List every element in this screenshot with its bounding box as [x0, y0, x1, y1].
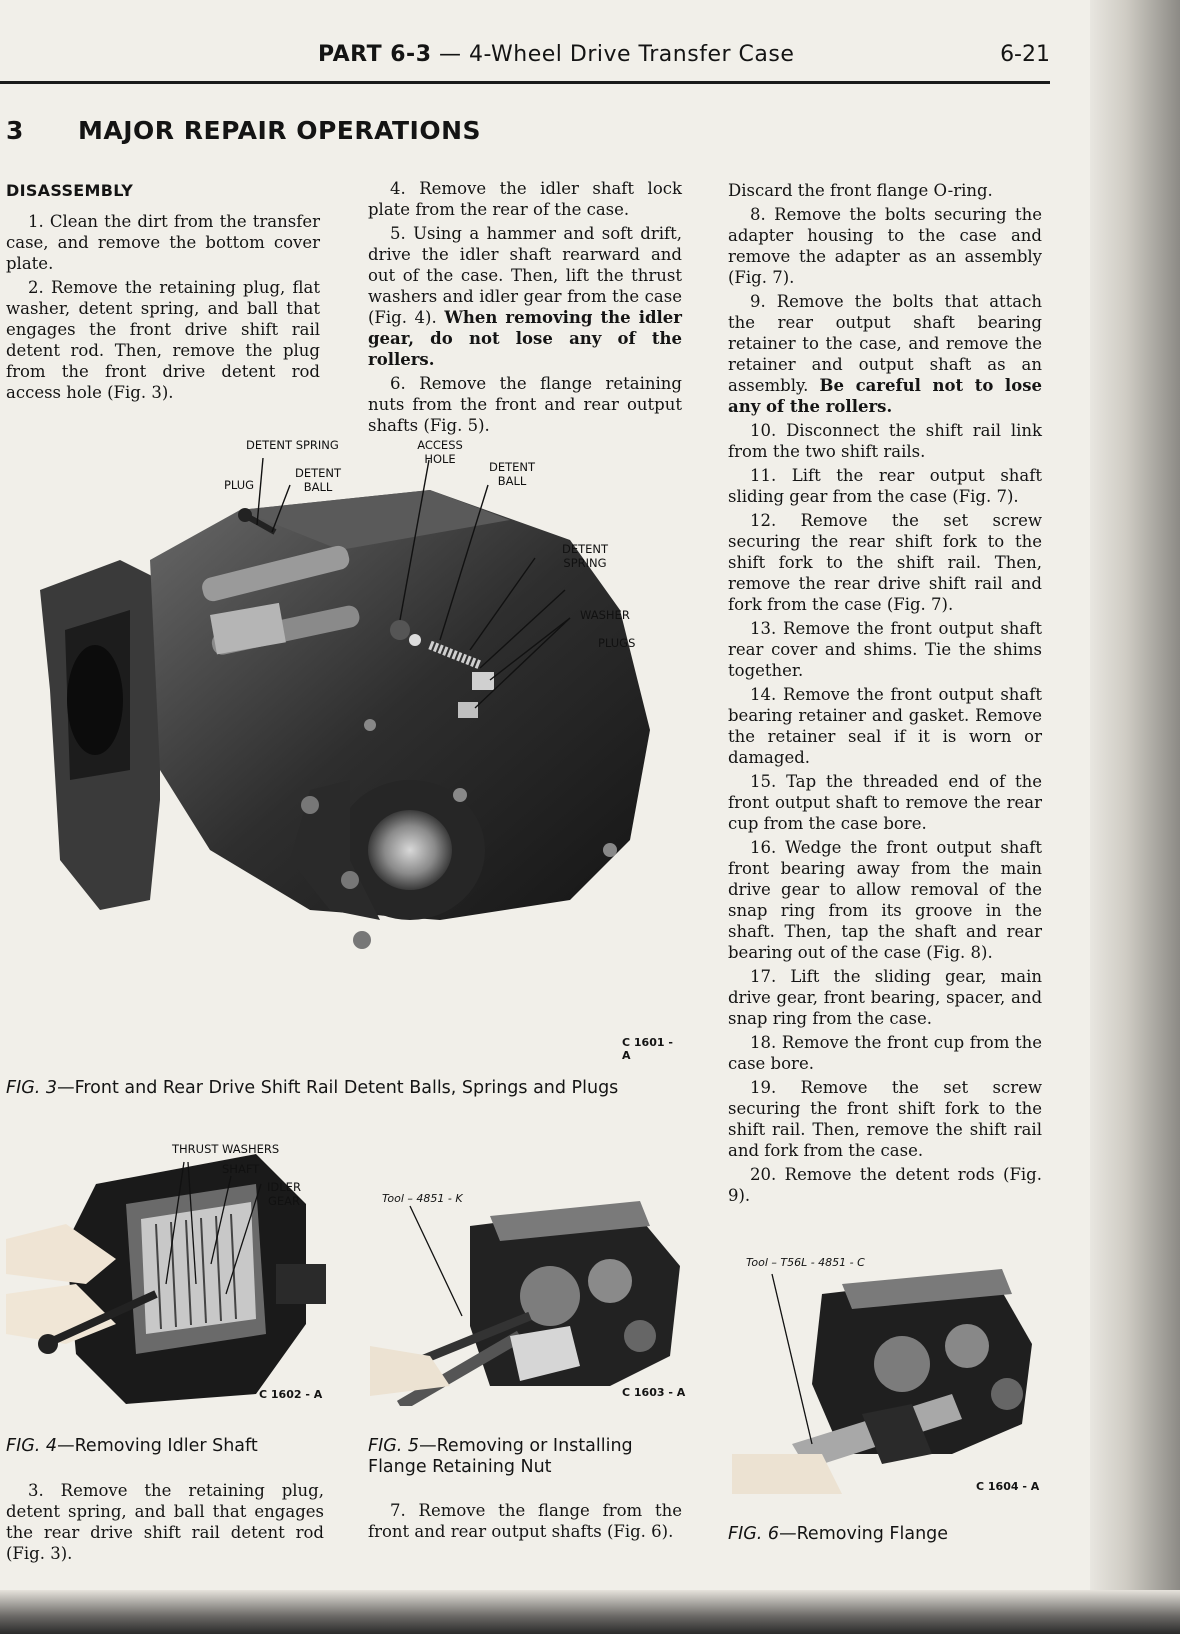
label-idler-gear: IDLER GEAR — [267, 1180, 301, 1208]
step-7-continued: Discard the front flange O-ring. — [728, 181, 993, 200]
column-1 — [6, 180, 320, 406]
fig6-caption-prefix: FIG. 6 — [728, 1524, 780, 1544]
step-9 — [728, 291, 1042, 417]
step-5-warning: When removing the idler gear, do not lose any of the rollers. — [368, 308, 682, 369]
fig3-transfer-case-drawing — [10, 440, 680, 1040]
fig5-code: C 1603 - A — [622, 1386, 686, 1399]
section-number: 3 — [6, 116, 24, 145]
fig4-caption-prefix: FIG. 4 — [6, 1436, 58, 1456]
label-detent-spring-right: DETENT SPRING — [561, 542, 609, 570]
step-5-text: 5. Using a hammer and soft drift, drive the idler shaft rearward and out of the case. Then, lift the thrust washers and idler gear from the case (Fig. 4). — [368, 224, 682, 327]
fig4-code: C 1602 - A — [259, 1388, 323, 1401]
label-plug: PLUG — [224, 478, 255, 492]
fig6-code: C 1604 - A — [976, 1480, 1040, 1493]
label-access-hole: ACCESS HOLE — [417, 438, 463, 466]
step-17: 17. Lift the sliding gear, main drive gear, front bearing, spacer, and snap ring from the case. — [728, 967, 1042, 1028]
step-4: 4. Remove the idler shaft lock plate from the rear of the case. — [368, 179, 682, 219]
step-1: 1. Clean the dirt from the transfer case, and remove the bottom cover plate. — [6, 212, 320, 273]
fig3-caption — [6, 1078, 686, 1099]
fig5-caption-prefix: FIG. 5 — [368, 1436, 420, 1456]
label-plugs: PLUGS — [598, 636, 636, 650]
fig5-illustration — [370, 1186, 690, 1406]
fig5-flange-nut-drawing — [370, 1186, 690, 1406]
step-14: 14. Remove the front output shaft bearing retainer and gasket. Remove the retainer seal if it is worn or damaged. — [728, 685, 1042, 767]
page-number: 6-21 — [1000, 42, 1050, 67]
step-8: 8. Remove the bolts securing the adapter housing to the case and remove the adapter as an assembly (Fig. 7). — [728, 205, 1042, 287]
fig6-illustration — [732, 1254, 1052, 1494]
fig4-caption — [6, 1436, 326, 1457]
header-part: PART 6-3 — [318, 42, 432, 67]
step-7: 7. Remove the flange from the front and rear output shafts (Fig. 6). — [368, 1501, 682, 1541]
label-washer: WASHER — [580, 608, 630, 622]
fig6-caption-text: —Removing Flange — [779, 1524, 949, 1544]
step-13: 13. Remove the front output shaft rear cover and shims. Tie the shims together. — [728, 619, 1042, 680]
step-10: 10. Disconnect the shift rail link from the two shift rails. — [728, 421, 1042, 461]
fig5-tool-label: Tool – 4851 - K — [382, 1192, 463, 1205]
label-detent-ball-right: DETENT BALL — [488, 460, 536, 488]
step-3: 3. Remove the retaining plug, detent spring, and ball that engages the rear drive shift rail detent rod (Fig. 3). — [6, 1481, 324, 1563]
step-16: 16. Wedge the front output shaft front bearing away from the main drive gear to allow removal of the snap ring from its groove in the shaft. Then, tap the shaft and rear bearing out of the case (Fig. 8). — [728, 838, 1042, 962]
fig4-caption-text: —Removing Idler Shaft — [57, 1436, 258, 1456]
fig3-illustration — [10, 438, 680, 1062]
label-detent-ball-left: DETENT BALL — [294, 466, 342, 494]
fig6-tool-label: Tool – T56L - 4851 - C — [746, 1256, 865, 1269]
step-15: 15. Tap the threaded end of the front output shaft to remove the rear cup from the case bore. — [728, 772, 1042, 833]
section-title-text: MAJOR REPAIR OPERATIONS — [78, 116, 482, 145]
fig6-caption — [728, 1524, 1048, 1545]
fig4-illustration — [6, 1144, 326, 1404]
binding-shadow — [1090, 0, 1180, 1634]
step-20: 20. Remove the detent rods (Fig. 9). — [728, 1165, 1042, 1205]
fig6-flange-removal-drawing — [732, 1254, 1052, 1494]
fig3-code: C 1601 - A — [622, 1036, 673, 1062]
step-2: 2. Remove the retaining plug, flat washer, detent spring, and ball that engages the front drive shift rail detent rod. Then, remove the plug from the front drive detent rod access hole (Fig. 3). — [6, 278, 320, 402]
header-rule — [0, 81, 1050, 84]
step-5 — [368, 223, 682, 370]
subhead-disassembly: DISASSEMBLY — [6, 181, 134, 200]
fig3-caption-prefix: FIG. 3 — [6, 1078, 58, 1098]
label-thrust-washers: THRUST WASHERS — [172, 1142, 280, 1156]
header-title — [318, 42, 794, 67]
step-18: 18. Remove the front cup from the case bore. — [728, 1033, 1042, 1073]
header-title-text: 4-Wheel Drive Transfer Case — [469, 42, 795, 67]
step-12: 12. Remove the set screw securing the rear shift fork to the shift fork to the shift rail. Then, remove the rear drive shift rail and fork from the case (Fig. 7). — [728, 511, 1042, 614]
fig5-caption — [368, 1436, 688, 1478]
header-dash: — — [431, 42, 469, 67]
column-3 — [728, 180, 1042, 1209]
column-2 — [368, 178, 682, 439]
bottom-edge-shadow — [0, 1590, 1180, 1634]
column-2-bottom — [368, 1500, 682, 1545]
step-19: 19. Remove the set screw securing the front shift fork to the shift rail. Then, remove the shift rail and fork from the case. — [728, 1078, 1042, 1160]
step-9-warning: Be careful not to lose any of the rollers. — [728, 376, 1042, 416]
section-title — [6, 116, 481, 145]
column-1-bottom — [6, 1480, 324, 1567]
fig3-caption-text: —Front and Rear Drive Shift Rail Detent Balls, Springs and Plugs — [57, 1078, 619, 1098]
step-6: 6. Remove the flange retaining nuts from the front and rear output shafts (Fig. 5). — [368, 374, 682, 435]
label-detent-spring-top: DETENT SPRING — [246, 438, 339, 452]
label-shaft: SHAFT — [222, 1162, 260, 1176]
step-11: 11. Lift the rear output shaft sliding gear from the case (Fig. 7). — [728, 466, 1042, 506]
step-9-text: 9. Remove the bolts that attach the rear output shaft bearing retainer to the case, and remove the retainer and output shaft as an assembly. — [728, 292, 1042, 395]
fig5-caption-text: —Removing or Installing Flange Retaining Nut — [368, 1436, 633, 1477]
page-header — [0, 40, 1050, 80]
